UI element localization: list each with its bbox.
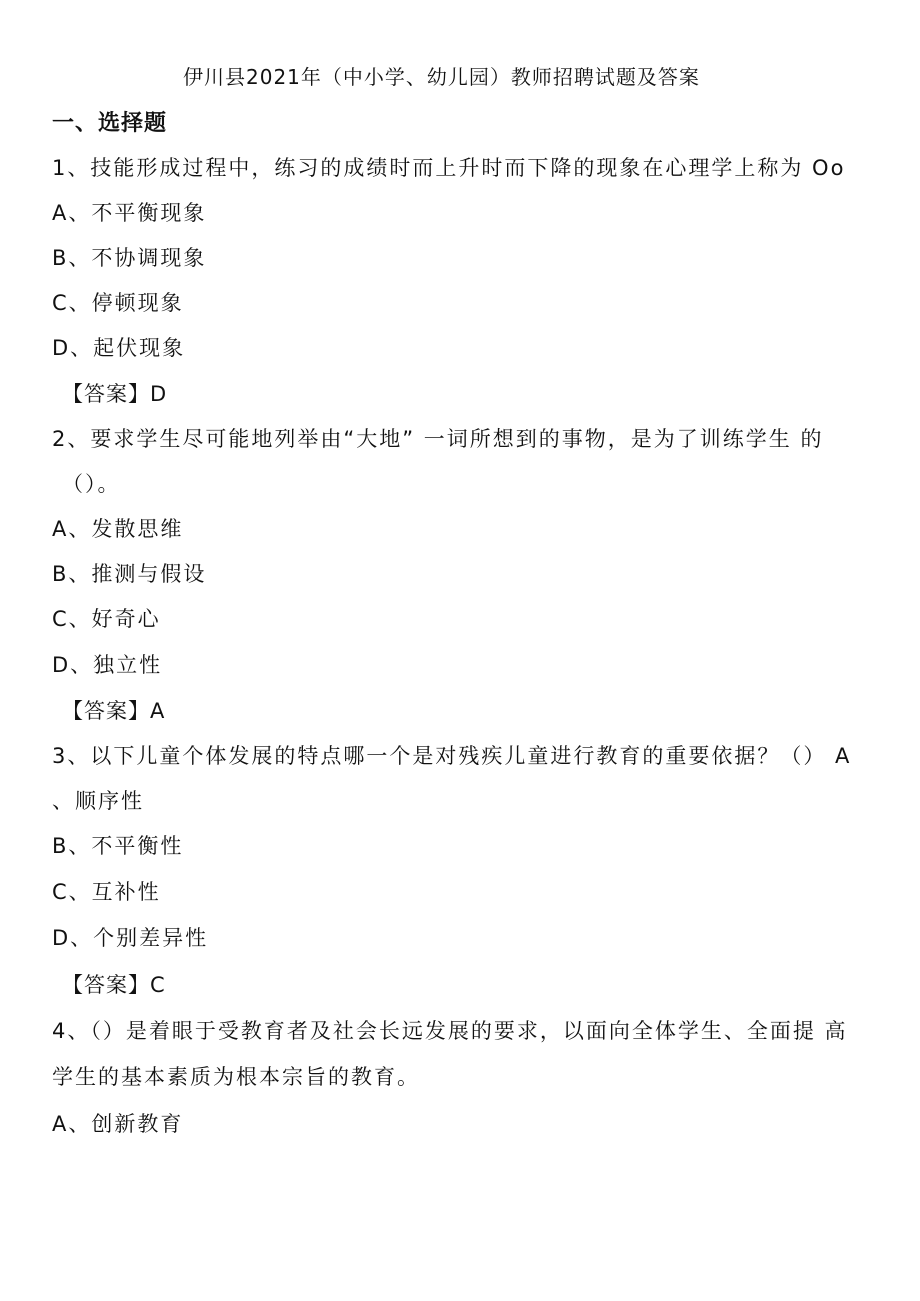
question-1-text: 1、技能形成过程中，练习的成绩时而上升时而下降的现象在心理学上称为 Oo <box>52 156 846 180</box>
question-2-option-a: A、发散思维 <box>52 517 184 541</box>
question-1-option-a: A、不平衡现象 <box>52 201 207 225</box>
question-3-text: 3、以下儿童个体发展的特点哪一个是对残疾儿童进行教育的重要依据？（） A <box>52 744 852 768</box>
question-1-option-c: C、停顿现象 <box>52 291 184 315</box>
question-1-option-d: D、起伏现象 <box>52 336 186 360</box>
question-3-answer: 【答案】C <box>62 973 166 997</box>
question-1-answer: 【答案】D <box>62 382 168 406</box>
question-2-option-d: D、独立性 <box>52 653 163 677</box>
question-2-option-b: B、推测与假设 <box>52 562 207 586</box>
question-3-option-c: C、互补性 <box>52 880 161 904</box>
question-1-option-b: B、不协调现象 <box>52 246 207 270</box>
question-2-text-continued: （）。 <box>62 472 121 496</box>
document-title: 伊川县2021年（中小学、幼儿园）教师招聘试题及答案 <box>183 65 700 89</box>
question-3-option-a: 、顺序性 <box>52 789 144 813</box>
question-2-option-c: C、好奇心 <box>52 607 161 631</box>
question-4-option-a: A、创新教育 <box>52 1112 184 1136</box>
section-heading: 一、选择题 <box>52 111 168 136</box>
question-2-answer: 【答案】A <box>62 699 166 723</box>
question-4-text-continued: 学生的基本素质为根本宗旨的教育。 <box>52 1065 420 1089</box>
question-3-option-d: D、个别差异性 <box>52 926 209 950</box>
question-2-text: 2、要求学生尽可能地列举由“大地” 一词所想到的事物，是为了训练学生 的 <box>52 427 824 451</box>
question-4-text: 4、（）是着眼于受教育者及社会长远发展的要求，以面向全体学生、全面提 高 <box>52 1019 848 1043</box>
question-3-option-b: B、不平衡性 <box>52 834 184 858</box>
